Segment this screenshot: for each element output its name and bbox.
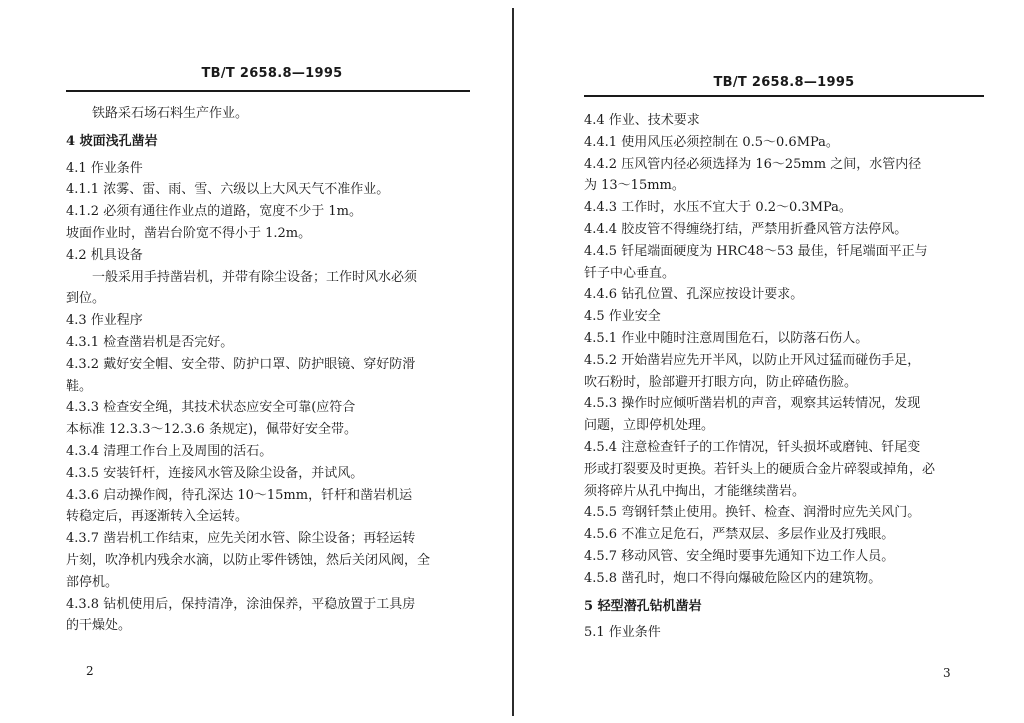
right-text-line: 4.4.4 胶皮管不得缠绕打结，严禁用折叠风管方法停风。 — [584, 221, 908, 237]
right-text-line: 4.5.8 凿孔时，炮口不得向爆破危险区内的建筑物。 — [584, 570, 882, 586]
right-section-heading: 5 轻型潜孔钻机凿岩 — [584, 598, 702, 614]
right-page-body — [584, 110, 984, 644]
left-text-line: 4.3.2 戴好安全帽、安全带、防护口罩、防护眼镜、穿好防滑 — [66, 356, 416, 372]
left-section-heading: 4 坡面浅孔凿岩 — [66, 133, 158, 149]
right-text-line: 须将碎片从孔中掏出，才能继续凿岩。 — [584, 483, 806, 499]
left-text-line: 铁路采石场石料生产作业。 — [92, 106, 249, 121]
right-text-line: 4.4.1 使用风压必须控制在 0.5～0.6MPa。 — [584, 134, 839, 150]
left-page-header: TB/T 2658.8—1995 — [201, 66, 343, 81]
left-text-line: 片刻，吹净机内残余水滴，以防止零件锈蚀，然后关闭风阀，全 — [66, 552, 431, 568]
right-text-line: 为 13～15mm。 — [584, 178, 685, 194]
right-text-line: 4.5.5 弯钢钎禁止使用。换钎、检查、润滑时应先关风门。 — [584, 505, 921, 521]
left-text-line: 本标准 12.3.3～12.3.6 条规定)，佩带好安全带。 — [66, 422, 358, 438]
right-text-line: 形或打裂要及时更换。若钎头上的硬质合金片碎裂或掉角，必 — [584, 461, 936, 477]
right-text-line: 4.4.2 压风管内径必须选择为 16～25mm 之间，水管内径 — [584, 156, 922, 172]
left-text-line: 部停机。 — [66, 574, 119, 590]
left-text-line: 4.3.4 清理工作台上及周围的活石。 — [66, 443, 273, 459]
right-text-line: 钎子中心垂直。 — [584, 265, 676, 281]
left-text-line: 4.3.1 检查凿岩机是否完好。 — [66, 334, 234, 350]
left-text-line: 一般采用手持凿岩机，并带有除尘设备；工作时风水必须 — [92, 269, 418, 285]
left-text-line: 4.1 作业条件 — [66, 160, 143, 176]
left-page-number: 2 — [86, 664, 94, 678]
left-text-line: 坡面作业时，凿岩台阶宽不得小于 1.2m。 — [66, 225, 312, 241]
left-text-line: 4.1.1 浓雾、雷、雨、雪、六级以上大风天气不准作业。 — [66, 182, 390, 198]
left-text-line: 到位。 — [66, 291, 106, 307]
right-text-line: 4.5.7 移动风管、安全绳时要事先通知下边工作人员。 — [584, 548, 895, 564]
left-text-line: 4.3.3 检查安全绳，其技术状态应安全可靠(应符合 — [66, 400, 356, 416]
right-text-line: 4.4 作业、技术要求 — [584, 113, 700, 128]
right-text-line: 4.5.2 开始凿岩应先开半风，以防止开风过猛而碰伤手足， — [584, 352, 921, 368]
left-text-line: 转稳定后，再逐渐转入全运转。 — [66, 509, 249, 525]
left-text-line: 4.3.5 安装钎杆，连接风水管及除尘设备，并试风。 — [66, 465, 364, 481]
right-header-rule — [584, 95, 984, 97]
left-text-line: 4.2 机具设备 — [66, 247, 143, 263]
left-text-line: 4.3.7 凿岩机工作结束，应先关闭水管、除尘设备；再轻运转 — [66, 531, 416, 547]
left-text-line: 4.1.2 必须有通往作业点的道路，宽度不少于 1m。 — [66, 204, 362, 220]
left-text-line: 的干燥处。 — [66, 618, 132, 634]
left-text-line: 4.3.6 启动操作阀，待孔深达 10～15mm，钎杆和凿岩机运 — [66, 487, 413, 503]
left-text-line: 鞋。 — [66, 378, 93, 394]
right-text-line: 4.4.6 钻孔位置、孔深应按设计要求。 — [584, 287, 804, 303]
right-page-number: 3 — [943, 666, 951, 680]
right-text-line: 问题，立即停机处理。 — [584, 418, 715, 434]
left-header-rule — [66, 90, 470, 92]
right-text-line: 4.5.6 不准立足危石，严禁双层、多层作业及打残眼。 — [584, 527, 895, 543]
right-text-line: 吹石粉时，脸部避开打眼方向，防止碎碴伤脸。 — [584, 374, 858, 390]
right-text-line: 4.4.3 工作时，水压不宜大于 0.2～0.3MPa。 — [584, 200, 852, 216]
right-text-line: 4.4.5 钎尾端面硬度为 HRC48～53 最佳，钎尾端面平正与 — [584, 243, 928, 259]
right-text-line: 4.5.4 注意检查钎子的工作情况，钎头损坏或磨钝、钎尾变 — [584, 439, 921, 455]
left-text-line: 4.3.8 钻机使用后，保持清净，涂油保养，平稳放置于工具房 — [66, 596, 416, 612]
left-page-body — [66, 103, 470, 637]
right-text-line: 4.5.1 作业中随时注意周围危石，以防落石伤人。 — [584, 330, 869, 346]
left-text-line: 4.3 作业程序 — [66, 313, 143, 329]
right-text-line: 4.5 作业安全 — [584, 309, 661, 325]
right-text-line: 4.5.3 操作时应倾听凿岩机的声音，观察其运转情况，发现 — [584, 396, 921, 412]
right-page-header: TB/T 2658.8—1995 — [713, 75, 855, 90]
right-page — [514, 0, 1024, 723]
right-text-line: 5.1 作业条件 — [584, 625, 661, 641]
